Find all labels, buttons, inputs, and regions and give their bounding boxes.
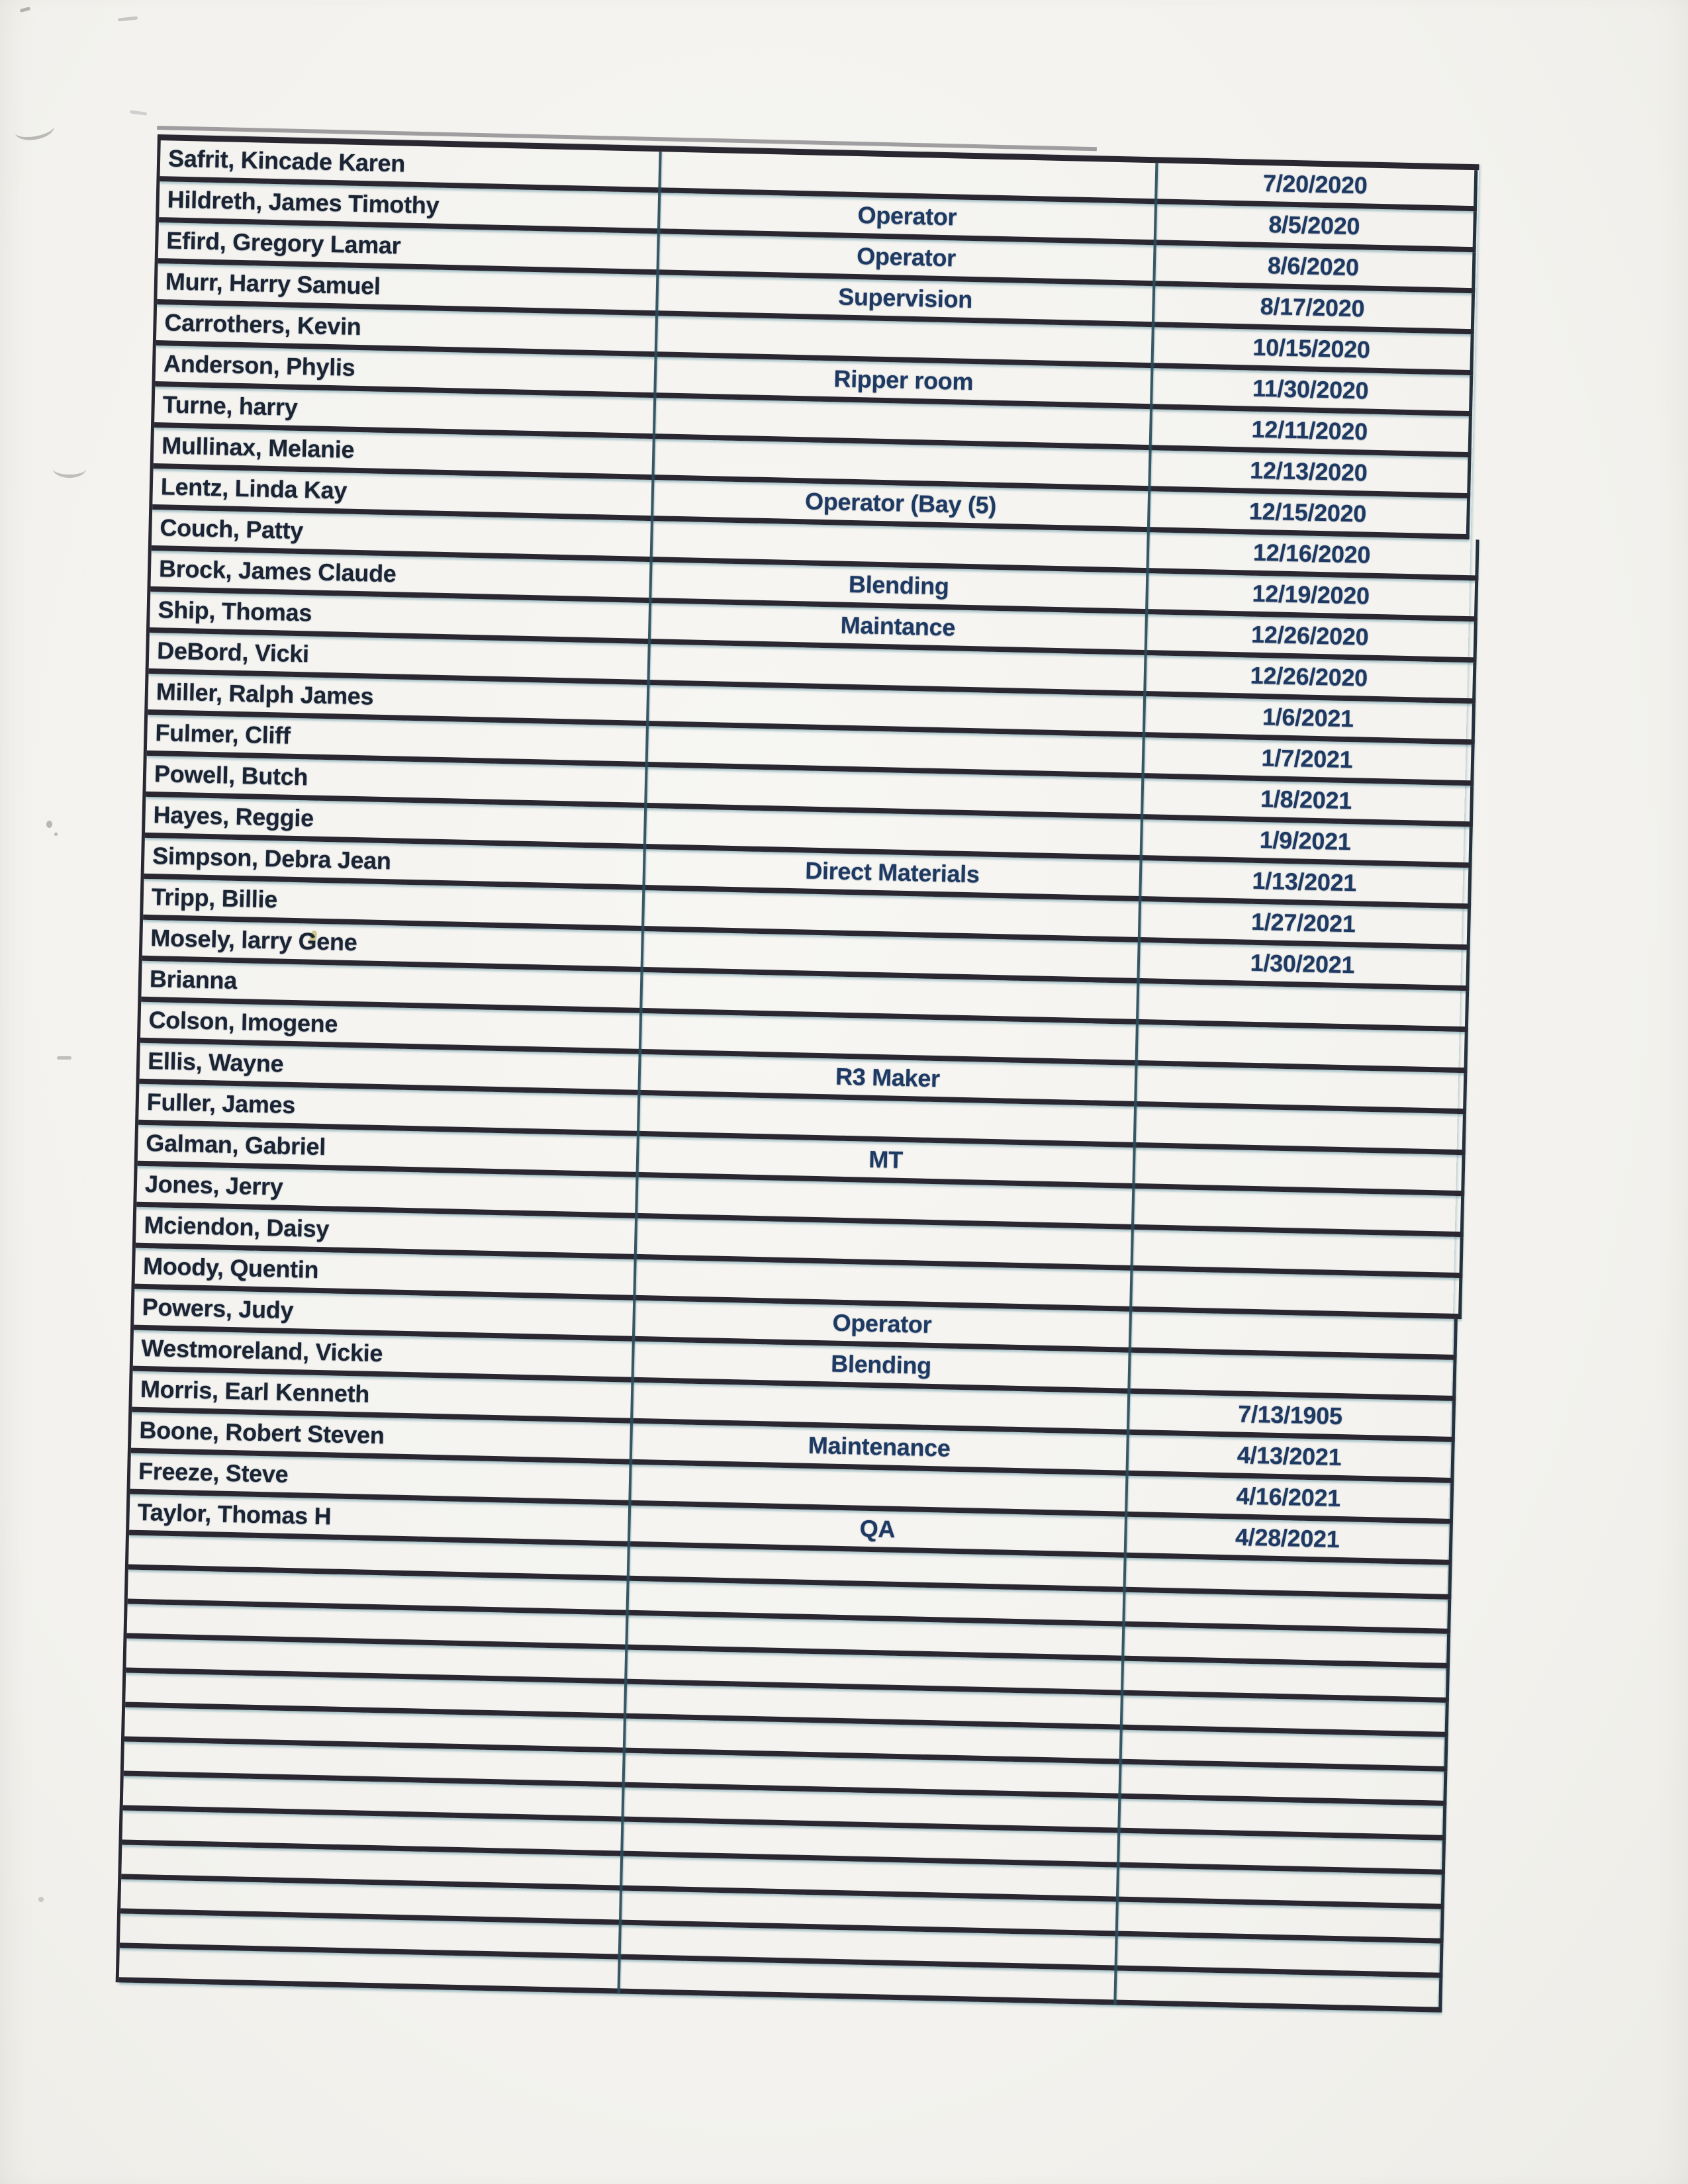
- hire-date-cell: [1131, 1271, 1459, 1314]
- hire-date-cell: 12/19/2020: [1252, 579, 1370, 610]
- position-cell: Maintenance: [808, 1431, 951, 1462]
- position-cell: Direct Materials: [804, 856, 980, 888]
- employee-name-cell: Murr, Harry Samuel: [165, 267, 381, 300]
- employee-name-cell: Boone, Robert Steven: [139, 1416, 385, 1449]
- employee-name-cell: Hayes, Reggie: [153, 801, 314, 832]
- hire-date-cell: 12/26/2020: [1250, 661, 1368, 692]
- employee-name-cell: Fuller, James: [146, 1088, 296, 1119]
- scan-artifact: [13, 116, 56, 143]
- employee-name-cell: Anderson, Phylis: [163, 349, 355, 381]
- employee-name-cell: Brianna: [149, 965, 238, 995]
- employee-name-cell: Tripp, Billie: [151, 883, 278, 913]
- hire-date-cell: 1/30/2021: [1250, 948, 1355, 979]
- hire-date-cell: 1/7/2021: [1261, 744, 1353, 774]
- employee-name-cell: Carrothers, Kevin: [164, 308, 361, 341]
- employee-name-cell: Powell, Butch: [154, 760, 308, 791]
- hire-date-cell: 4/13/2021: [1237, 1441, 1342, 1471]
- employee-name-cell: DeBord, Vicki: [156, 637, 310, 668]
- hire-date-cell: 7/20/2020: [1262, 169, 1368, 199]
- employee-name-cell: Freeze, Steve: [138, 1457, 289, 1488]
- employee-name-cell: Safrit, Kincade Karen: [167, 144, 406, 177]
- hire-date-cell: 12/26/2020: [1250, 620, 1369, 651]
- hire-date-cell: [1135, 1066, 1464, 1109]
- hire-date-cell: 12/13/2020: [1249, 456, 1368, 486]
- employee-name-cell: Ellis, Wayne: [147, 1047, 284, 1077]
- scan-artifact: [46, 821, 52, 828]
- hire-date-cell: 10/15/2020: [1252, 333, 1371, 363]
- scan-artifact: [130, 110, 147, 116]
- employee-name-cell: Morris, Earl Kenneth: [140, 1375, 370, 1408]
- hire-date-cell: 1/8/2021: [1260, 785, 1352, 815]
- position-cell: R3 Maker: [835, 1062, 941, 1093]
- hire-date-cell: 8/17/2020: [1260, 292, 1365, 322]
- position-cell: QA: [859, 1514, 896, 1543]
- position-cell: Blending: [830, 1349, 932, 1379]
- employee-name-cell: Taylor, Thomas H: [137, 1498, 332, 1530]
- employee-name-cell: Turne, harry: [162, 390, 298, 421]
- hire-date-cell: [1132, 1230, 1460, 1273]
- employee-name-cell: Mullinax, Melanie: [161, 432, 355, 463]
- position-cell: Supervision: [837, 283, 973, 313]
- hire-date-cell: [1135, 1107, 1463, 1150]
- position-cell: Ripper room: [833, 365, 974, 396]
- employee-name-cell: Hildreth, James Timothy: [167, 185, 440, 219]
- position-cell: Operator: [856, 242, 957, 272]
- scan-artifact: [20, 7, 31, 13]
- employee-name-cell: Efird, Gregory Lamar: [165, 226, 401, 259]
- position-cell: Maintance: [840, 611, 956, 641]
- hire-date-cell: 4/16/2021: [1236, 1482, 1341, 1512]
- employee-name-cell: Moody, Quentin: [142, 1251, 319, 1283]
- hire-date-cell: 8/5/2020: [1268, 210, 1360, 240]
- employee-name-cell: Simpson, Debra Jean: [152, 842, 392, 875]
- hire-date-cell: 1/6/2021: [1262, 703, 1354, 733]
- hire-date-cell: [1129, 1353, 1453, 1396]
- hire-date-cell: 1/9/2021: [1259, 826, 1352, 856]
- position-cell: Operator: [832, 1308, 932, 1338]
- scan-artifact: [54, 833, 58, 836]
- employee-name-cell: Mciendon, Daisy: [144, 1210, 330, 1243]
- employee-name-cell: Galman, Gabriel: [145, 1128, 326, 1161]
- roster-table: [116, 134, 1479, 2013]
- employee-name-cell: Ship, Thomas: [158, 596, 312, 627]
- hire-date-cell: 12/11/2020: [1251, 415, 1368, 445]
- employee-name-cell: Jones, Jerry: [144, 1169, 283, 1201]
- position-cell: Blending: [848, 570, 950, 600]
- hire-date-cell: 7/13/1905: [1237, 1400, 1343, 1430]
- position-cell: Operator (Bay (5): [804, 487, 997, 519]
- position-cell: Operator: [857, 201, 957, 231]
- hire-date-cell: 12/15/2020: [1248, 497, 1367, 527]
- hire-date-cell: 12/16/2020: [1252, 538, 1371, 569]
- hire-date-cell: 8/6/2020: [1267, 251, 1360, 281]
- scan-artifact: [53, 460, 86, 478]
- employee-name-cell: Brock, James Claude: [158, 555, 397, 588]
- employee-name-cell: Colson, Imogene: [148, 1006, 338, 1038]
- hire-date-cell: [1137, 983, 1466, 1026]
- hire-date-cell: 1/27/2021: [1250, 907, 1356, 938]
- hire-date-cell: 4/28/2021: [1235, 1523, 1340, 1553]
- scan-artifact: [38, 1897, 44, 1902]
- position-cell: [659, 152, 1156, 199]
- scan-artifact: [118, 16, 138, 21]
- scan-artifact: [57, 1056, 71, 1060]
- employee-name-cell: Miller, Ralph James: [156, 678, 374, 710]
- hire-date-cell: [1133, 1148, 1462, 1191]
- hire-date-cell: 1/13/2021: [1252, 866, 1357, 897]
- hire-date-cell: [1137, 1024, 1465, 1068]
- hire-date-cell: 11/30/2020: [1252, 374, 1369, 404]
- employee-name-cell: Mosely, larry Gene: [150, 924, 357, 956]
- employee-name-cell: Lentz, Linda Kay: [160, 473, 348, 504]
- employee-name-cell: Westmoreland, Vickie: [140, 1334, 383, 1367]
- hire-date-cell: [1130, 1312, 1454, 1355]
- roster-table-rows: [119, 140, 1479, 2012]
- employee-name-cell: Fulmer, Cliff: [155, 719, 291, 749]
- position-cell: MT: [868, 1145, 904, 1173]
- hire-date-cell: [1133, 1189, 1461, 1232]
- employee-name-cell: Powers, Judy: [142, 1293, 294, 1324]
- employee-name-cell: Couch, Patty: [160, 514, 304, 545]
